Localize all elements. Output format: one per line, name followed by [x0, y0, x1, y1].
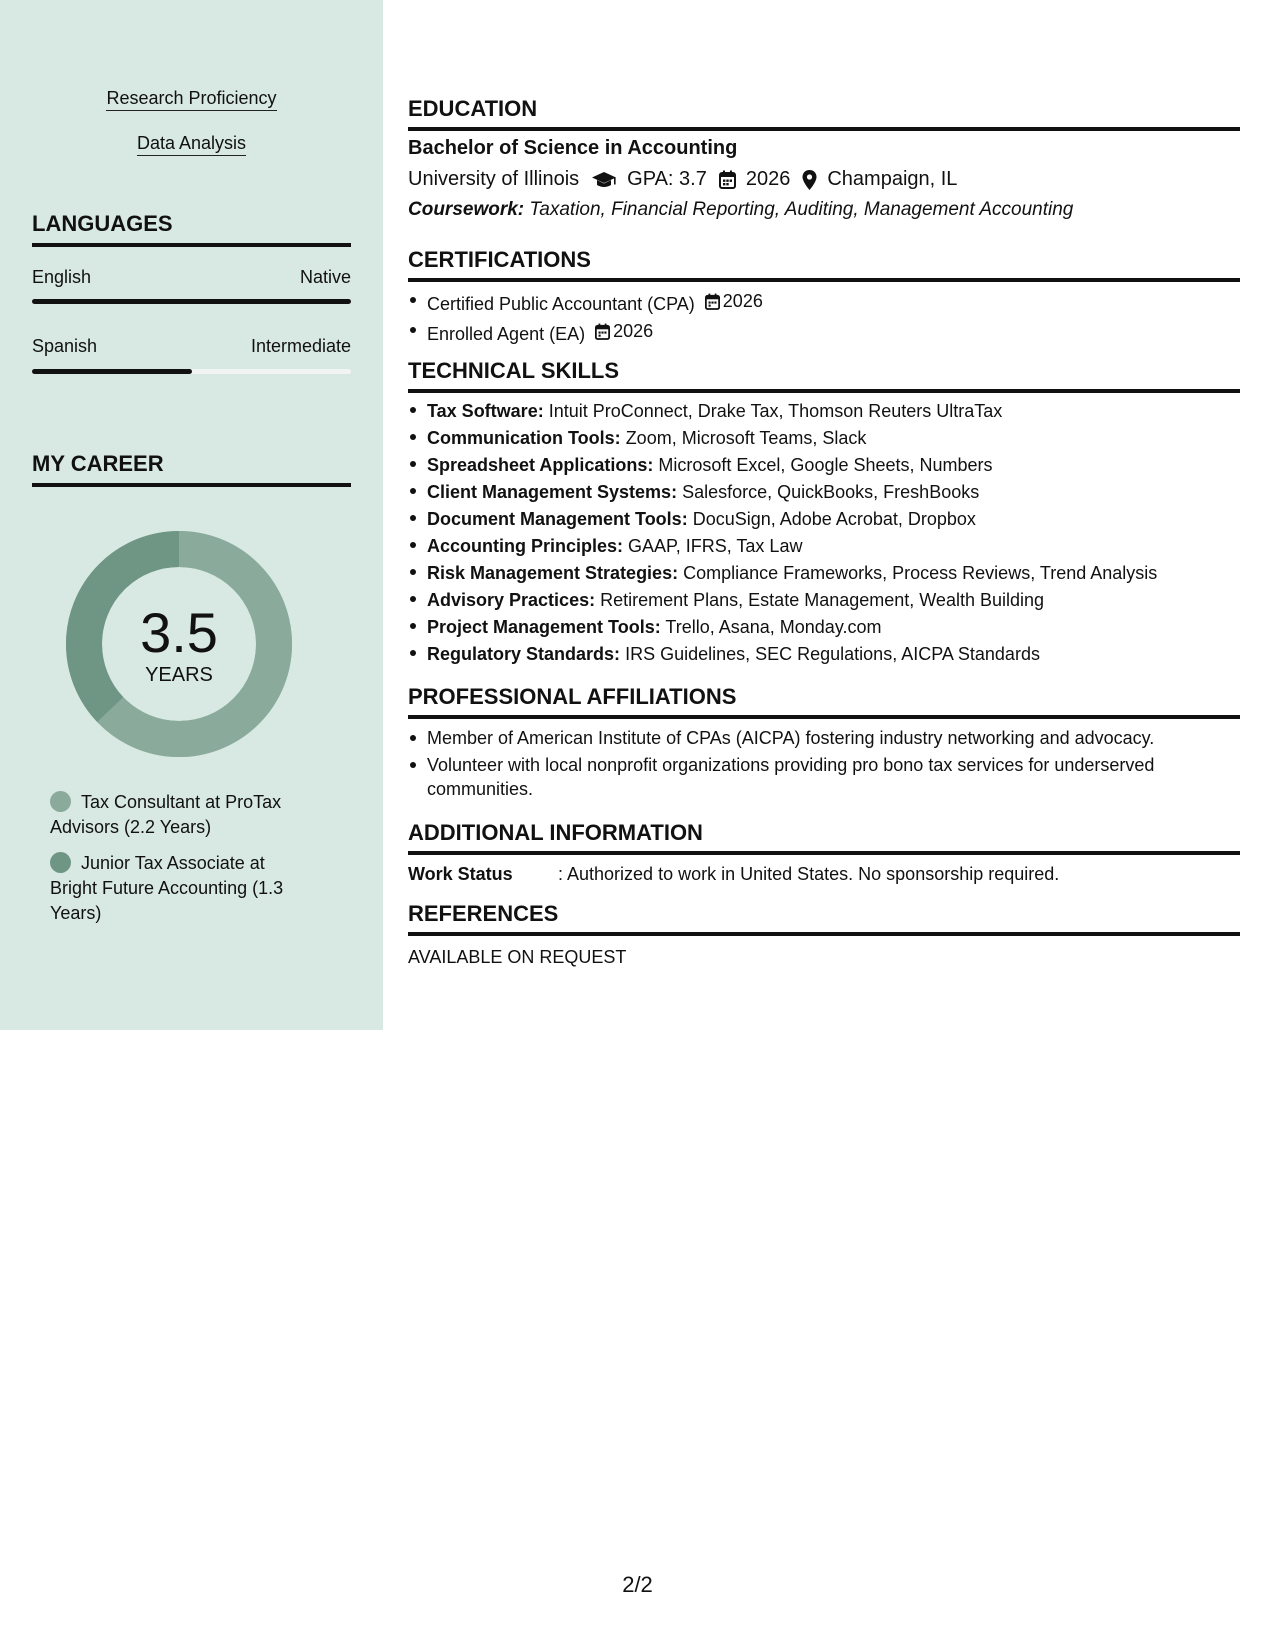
education-heading: EDUCATION [408, 96, 1240, 131]
career-item-text: Junior Tax Associate at Bright Future Accounting (1.3 Years) [50, 853, 284, 923]
certifications-list [408, 288, 1240, 348]
skill-value: Zoom, Microsoft Teams, Slack [625, 428, 867, 448]
skill-value: Intuit ProConnect, Drake Tax, Thomson Reuters UltraTax [548, 401, 1003, 421]
graduation-cap-icon [591, 171, 617, 189]
references-text: AVAILABLE ON REQUEST [408, 947, 627, 967]
legend-dot [50, 852, 71, 873]
work-status-value: : Authorized to work in United States. No sponsorship required. [558, 864, 1060, 884]
language-row [32, 336, 351, 357]
certification-date: 2026 [613, 321, 654, 341]
technical-skills-list [408, 398, 1240, 668]
graduation-year: 2026 [745, 168, 791, 190]
language-name: English [32, 267, 92, 287]
career-item [50, 790, 310, 840]
skill-label: Tax Software: [427, 401, 544, 421]
skill-label: Spreadsheet Applications: [427, 455, 654, 475]
affiliation-item: Member of American Institute of CPAs (AICPA) fostering industry networking and advocacy. [408, 726, 1208, 750]
languages-heading: LANGUAGES [32, 211, 351, 247]
legend-dot [50, 791, 71, 812]
skill-item [408, 398, 1240, 425]
career-item-text: Tax Consultant at ProTax Advisors (2.2 Years) [50, 792, 282, 837]
calendar-icon [595, 323, 610, 340]
affiliation-item: Volunteer with local nonprofit organizations providing pro bono tax services for underserved communities. [408, 753, 1208, 801]
skill-item [408, 614, 1240, 641]
certification-item [408, 288, 1240, 318]
skill-label: Project Management Tools: [427, 617, 661, 637]
skill-item [408, 425, 1240, 452]
skill-label: Communication Tools: [427, 428, 621, 448]
skill-label: Regulatory Standards: [427, 644, 621, 664]
career-item [50, 851, 310, 926]
skill-label: Document Management Tools: [427, 509, 688, 529]
skill-item [408, 506, 1240, 533]
career-heading: MY CAREER [32, 451, 351, 487]
skill-item [408, 479, 1240, 506]
certification-date: 2026 [722, 291, 763, 311]
skill-label: Advisory Practices: [427, 590, 596, 610]
skill-value: IRS Guidelines, SEC Regulations, AICPA Standards [625, 644, 1040, 664]
skill-value: Salesforce, QuickBooks, FreshBooks [682, 482, 980, 502]
affiliations-heading: PROFESSIONAL AFFILIATIONS [408, 684, 1240, 719]
skill-item [408, 533, 1240, 560]
skill-value: Retirement Plans, Estate Management, Wealth Building [600, 590, 1045, 610]
coursework [408, 199, 1073, 221]
skill-value: Trello, Asana, Monday.com [665, 617, 882, 637]
skill-label: Client Management Systems: [427, 482, 678, 502]
skill-value: GAAP, IFRS, Tax Law [628, 536, 803, 556]
career-total-unit: YEARS [145, 664, 213, 686]
skill-research-proficiency[interactable]: Research Proficiency [0, 88, 383, 109]
references-heading: REFERENCES [408, 901, 1240, 936]
certification-name: Certified Public Accountant (CPA) [427, 294, 695, 314]
language-proficiency-fill [32, 299, 351, 304]
affiliations-list [408, 726, 1208, 801]
language-row [32, 267, 351, 288]
coursework-list: Taxation, Financial Reporting, Auditing, Management Accounting [529, 199, 1074, 220]
gpa: GPA: 3.7 [627, 168, 707, 190]
language-proficiency-bar [32, 299, 351, 304]
career-total-years: 3.5 [140, 601, 218, 664]
language-name: Spanish [32, 336, 98, 356]
skill-label: Accounting Principles: [427, 536, 624, 556]
skill-label: Risk Management Strategies: [427, 563, 679, 583]
skill-item [408, 452, 1240, 479]
sidebar [0, 0, 383, 1030]
school-location: Champaign, IL [827, 168, 958, 190]
skill-item [408, 641, 1240, 668]
language-level: Intermediate [250, 336, 351, 356]
skill-value: Microsoft Excel, Google Sheets, Numbers [658, 455, 993, 475]
skill-value: Compliance Frameworks, Process Reviews, Trend Analysis [683, 563, 1158, 583]
school-name: University of Illinois [408, 168, 580, 190]
degree-title: Bachelor of Science in Accounting [408, 137, 738, 159]
technical-skills-heading: TECHNICAL SKILLS [408, 358, 1240, 393]
work-status-row [408, 864, 1059, 885]
certifications-heading: CERTIFICATIONS [408, 247, 1240, 282]
skill-value: DocuSign, Adobe Acrobat, Dropbox [692, 509, 976, 529]
language-level: Native [299, 267, 351, 287]
certification-name: Enrolled Agent (EA) [427, 324, 586, 344]
additional-info-heading: ADDITIONAL INFORMATION [408, 820, 1240, 855]
education-meta [408, 168, 957, 191]
language-proficiency-bar [32, 369, 351, 374]
skill-item [408, 587, 1240, 614]
calendar-icon [705, 293, 720, 310]
page-number: 2/2 [622, 1572, 653, 1597]
coursework-label: Coursework: [408, 199, 525, 220]
calendar-icon [719, 170, 736, 189]
skill-data-analysis[interactable]: Data Analysis [0, 133, 383, 154]
language-proficiency-fill [32, 369, 192, 374]
map-pin-icon [802, 170, 817, 190]
skill-item [408, 560, 1240, 587]
work-status-label: Work Status [408, 864, 513, 884]
certification-item [408, 318, 1240, 348]
